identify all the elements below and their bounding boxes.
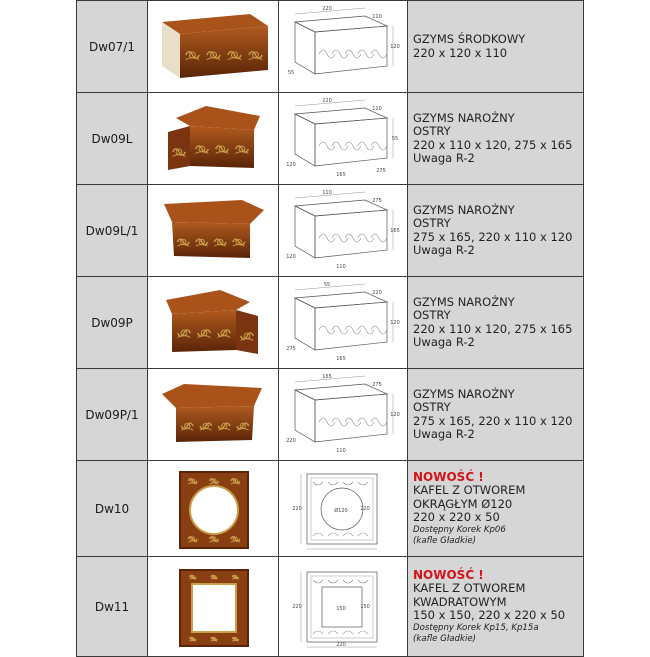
description-line: GZYMS NAROŻNY <box>413 294 515 309</box>
description-line: 220 x 120 x 110 <box>413 45 508 60</box>
dimension-label: 120 <box>390 319 400 326</box>
description-line: OSTRY <box>413 124 451 138</box>
product-catalog-table <box>76 0 584 657</box>
description-line: OSTRY <box>413 308 451 322</box>
description-line: GZYMS ŚRODKOWY <box>413 32 526 46</box>
product-description <box>408 185 584 277</box>
catalog-row <box>77 1 584 93</box>
description-line: Uwaga R-2 <box>413 427 475 441</box>
catalog-row <box>77 557 584 657</box>
description-line: 220 x 110 x 120, 275 x 165 <box>413 321 573 336</box>
catalog-row <box>77 185 584 277</box>
availability-note: (kafle Gładkie) <box>413 633 477 644</box>
description-line: KWADRATOWYM <box>413 594 507 609</box>
description-line: Uwaga R-2 <box>413 151 475 165</box>
dimension-label: 165 <box>322 373 332 380</box>
dimension-label: 220 <box>336 641 346 648</box>
product-photo <box>148 557 279 657</box>
new-badge: NOWOŚĆ ! <box>413 469 484 484</box>
dimension-label: 120 <box>390 411 400 418</box>
dimension-label: 275 <box>376 167 386 174</box>
dimension-label: Ø120 <box>334 507 348 514</box>
technical-drawing <box>279 461 408 557</box>
product-photo <box>148 93 279 185</box>
description-line: GZYMS NAROŻNY <box>413 202 515 217</box>
product-code: Dw09P <box>77 277 148 369</box>
product-photo <box>148 185 279 277</box>
product-code: Dw10 <box>77 461 148 557</box>
dimension-label: 275 <box>372 197 382 204</box>
description-line: 150 x 150, 220 x 220 x 50 <box>413 608 566 622</box>
product-description <box>408 369 584 461</box>
dimension-label: 110 <box>336 263 346 270</box>
description-line: 275 x 165, 220 x 110 x 120 <box>413 413 573 428</box>
description-line: OSTRY <box>413 216 451 230</box>
dimension-label: 55 <box>323 281 331 288</box>
product-code: Dw09L <box>77 93 148 185</box>
dimension-label: 220 <box>360 505 370 512</box>
product-description <box>408 93 584 185</box>
product-photo <box>148 1 279 93</box>
description-line: KAFEL Z OTWOREM <box>413 483 526 497</box>
product-code: Dw07/1 <box>77 1 148 93</box>
technical-drawing <box>279 93 408 185</box>
dimension-label: 120 <box>286 161 296 168</box>
catalog-row <box>77 461 584 557</box>
technical-drawing <box>279 277 408 369</box>
catalog-row <box>77 369 584 461</box>
dimension-label: 220 <box>322 5 332 12</box>
product-photo <box>148 369 279 461</box>
dimension-label: 110 <box>336 447 346 454</box>
dimension-label: 220 <box>286 437 296 444</box>
description-line: GZYMS NAROŻNY <box>413 386 515 401</box>
product-description <box>408 277 584 369</box>
dimension-label: 110 <box>372 13 382 20</box>
description-line: 220 x 110 x 120, 275 x 165 <box>413 137 573 152</box>
catalog-row <box>77 277 584 369</box>
product-description <box>408 557 584 657</box>
new-badge: NOWOŚĆ ! <box>413 567 484 582</box>
description-line: 275 x 165, 220 x 110 x 120 <box>413 229 573 244</box>
product-photo <box>148 277 279 369</box>
description-line: Uwaga R-2 <box>413 335 475 349</box>
product-description <box>408 1 584 93</box>
product-photo <box>148 461 279 557</box>
availability-note: Dostępny Korek Kp06 <box>413 524 506 535</box>
availability-note: (kafle Gładkie) <box>413 535 477 546</box>
dimension-label: 220 <box>292 505 302 512</box>
technical-drawing <box>279 369 408 461</box>
description-line: 220 x 220 x 50 <box>413 510 500 524</box>
description-line: GZYMS NAROŻNY <box>413 110 515 125</box>
description-line: OSTRY <box>413 400 451 414</box>
availability-note: Dostępny Korek Kp15, Kp15a <box>413 622 539 633</box>
dimension-label: 165 <box>390 227 400 234</box>
dimension-label: 165 <box>336 355 346 362</box>
technical-drawing <box>279 1 408 93</box>
product-code: Dw11 <box>77 557 148 657</box>
dimension-label: 55 <box>391 135 399 142</box>
product-code: Dw09L/1 <box>77 185 148 277</box>
dimension-label: 275 <box>286 345 296 352</box>
technical-drawing <box>279 185 408 277</box>
product-code: Dw09P/1 <box>77 369 148 461</box>
dimension-label: 110 <box>372 105 382 112</box>
technical-drawing <box>279 557 408 657</box>
description-line: KAFEL Z OTWOREM <box>413 581 526 595</box>
dimension-label: 120 <box>286 253 296 260</box>
dimension-label: 150 <box>360 603 370 610</box>
dimension-label: 220 <box>292 603 302 610</box>
dimension-label: 120 <box>390 43 400 50</box>
dimension-label: 220 <box>322 97 332 104</box>
dimension-label: 110 <box>322 189 332 196</box>
dimension-label: 220 <box>372 289 382 296</box>
dimension-label: 165 <box>336 171 346 178</box>
catalog-row <box>77 93 584 185</box>
product-description <box>408 461 584 557</box>
description-line: Uwaga R-2 <box>413 243 475 257</box>
dimension-label: 150 <box>336 605 346 612</box>
dimension-label: 55 <box>287 69 295 76</box>
dimension-label: 275 <box>372 381 382 388</box>
description-line: OKRĄGŁYM Ø120 <box>413 496 513 511</box>
